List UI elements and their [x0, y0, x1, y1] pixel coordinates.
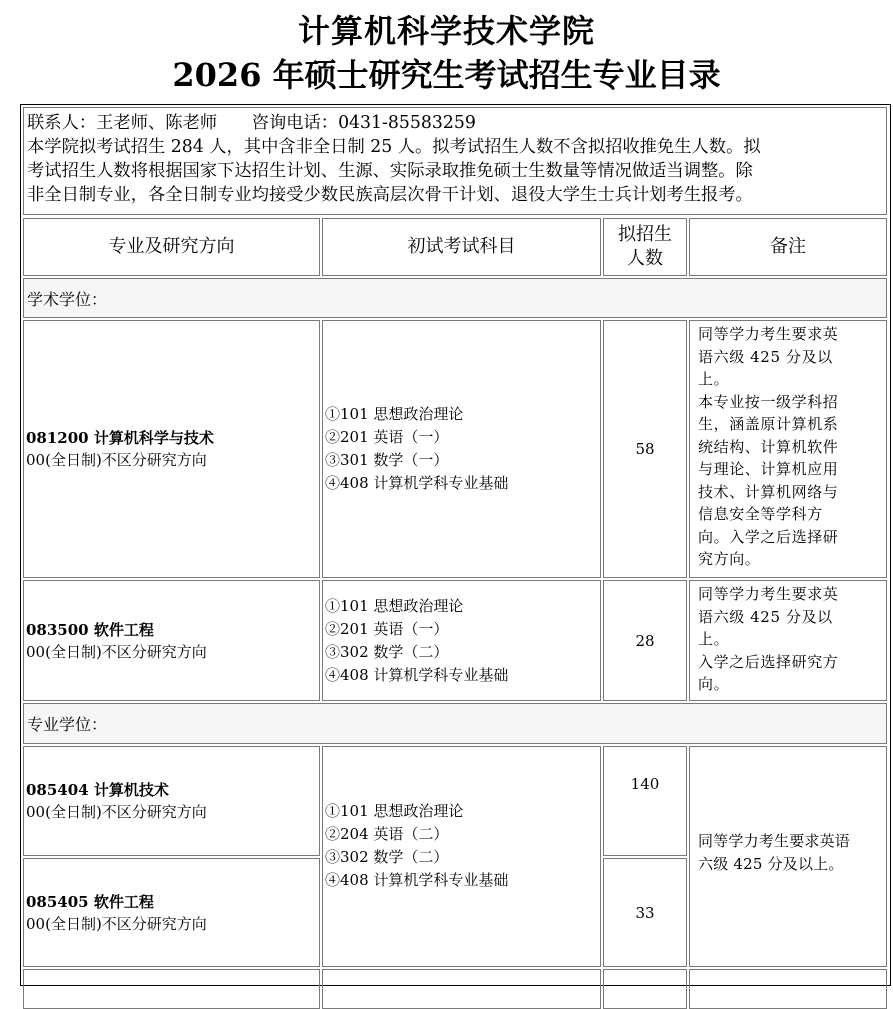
exam-subject: ①101 思想政治理论 [325, 801, 464, 820]
notice-line: 非全日制专业，各全日制专业均接受少数民族高层次骨干计划、退役大学生士兵计划考生报考。 [27, 185, 753, 205]
page-title: 计算机科学技术学院 [297, 12, 595, 50]
remark-line: 与理论、计算机应用 [698, 460, 839, 478]
remark-line: 同等学力考生要求英语 [698, 832, 851, 850]
notice-line: 本学院拟考试招生 284 人，其中含非全日制 25 人。拟考试招生人数不含拟招收推免生人数。拟 [27, 137, 761, 157]
remark-line: 向。入学之后选择研 [698, 527, 839, 546]
remark-line: 入学之后选择研究方 [698, 652, 839, 671]
section-academic: 学术学位： [23, 278, 887, 318]
major-code-name: 085405 软件工程 [26, 892, 154, 911]
exam-subject: ①101 思想政治理论 [325, 405, 464, 423]
exam-subject: ③301 数学（一） [325, 451, 449, 469]
major-cell [23, 746, 320, 856]
header-quota-line1: 拟招生 [618, 224, 672, 245]
next-row-cell [689, 969, 887, 1009]
exam-subject: ④408 计算机学科专业基础 [325, 665, 509, 684]
next-row-cell [322, 969, 601, 1009]
exam-subject: ③302 数学（二） [325, 847, 449, 866]
remark-line: 本专业按一级学科招 [698, 392, 839, 411]
remark-line: 信息安全等学科方 [698, 505, 823, 523]
quota-cell: 28 [603, 580, 687, 701]
notice-line: 考试招生人数将根据国家下达招生计划、生源、实际录取推免硕士生数量等情况做适当调整。除 [27, 161, 753, 181]
exam-cell [322, 580, 601, 701]
quota-cell: 33 [603, 858, 687, 967]
exam-cell-shared [322, 746, 601, 967]
major-code-name: 085404 计算机技术 [26, 781, 169, 799]
remark-line: 统结构、计算机软件 [698, 437, 839, 456]
next-row-cell [603, 969, 687, 1009]
remark-line: 究方向。 [698, 550, 761, 568]
major-direction: 00(全日制)不区分研究方向 [26, 451, 207, 469]
exam-subject: ③302 数学（二） [325, 642, 449, 661]
remark-line: 上。 [698, 630, 730, 648]
remark-line: 技术、计算机网络与 [698, 482, 839, 501]
major-code-name: 083500 软件工程 [26, 620, 154, 639]
major-cell [23, 320, 320, 578]
section-professional: 专业学位： [23, 703, 887, 744]
exam-subject: ②204 英语（二） [325, 824, 449, 843]
quota-cell: 58 [603, 320, 687, 578]
exam-cell [322, 320, 601, 578]
remark-cell [689, 580, 887, 701]
major-direction: 00(全日制)不区分研究方向 [26, 803, 207, 821]
header-exam: 初试考试科目 [322, 218, 601, 276]
header-remark: 备注 [689, 218, 887, 276]
major-direction: 00(全日制)不区分研究方向 [26, 914, 207, 933]
remark-line: 同等学力考生要求英 [698, 325, 839, 343]
remark-cell [689, 320, 887, 578]
header-quota [603, 218, 687, 276]
remark-line: 向。 [698, 675, 730, 693]
remark-line: 语六级 425 分及以 [698, 607, 833, 626]
exam-subject: ④408 计算机学科专业基础 [325, 474, 509, 492]
remark-line: 语六级 425 分及以 [698, 347, 833, 366]
exam-subject: ④408 计算机学科专业基础 [325, 870, 509, 889]
page-subtitle: 2026 年硕士研究生考试招生专业目录 [172, 56, 721, 94]
catalog-table [20, 104, 891, 986]
remark-cell-shared [689, 746, 887, 967]
header-quota-line2: 人数 [627, 248, 663, 269]
remark-line: 生，涵盖原计算机系 [698, 415, 839, 433]
remark-line: 同等学力考生要求英 [698, 585, 839, 603]
major-direction: 00(全日制)不区分研究方向 [26, 642, 207, 661]
major-cell [23, 580, 320, 701]
info-block [23, 107, 887, 215]
next-row-cell [23, 969, 320, 1009]
remark-line: 上。 [698, 370, 730, 388]
exam-subject: ②201 英语（一） [325, 428, 449, 446]
contact-line: 联系人：王老师、陈老师 咨询电话：0431-85583259 [27, 113, 476, 133]
header-major: 专业及研究方向 [23, 218, 320, 276]
quota-cell: 140 [603, 746, 687, 856]
exam-subject: ①101 思想政治理论 [325, 596, 464, 615]
exam-subject: ②201 英语（一） [325, 619, 449, 638]
remark-line: 六级 425 分及以上。 [698, 854, 844, 873]
major-code-name: 081200 计算机科学与技术 [26, 429, 214, 447]
major-cell [23, 858, 320, 967]
